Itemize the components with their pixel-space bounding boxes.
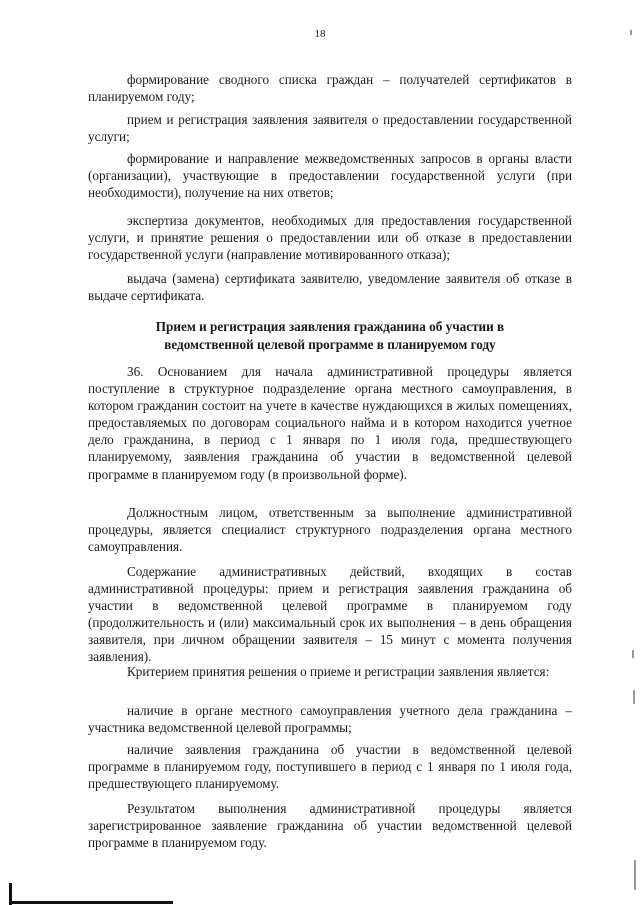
list-item: прием и регистрация заявления заявителя о предоставлении государственной услуги; bbox=[88, 112, 572, 145]
paragraph-decision-criterion: Критерием принятия решения о приеме и регистрации заявления является: bbox=[127, 664, 550, 679]
section-heading bbox=[88, 318, 572, 353]
scan-speck bbox=[632, 650, 634, 658]
list-item: формирование сводного списка граждан – получателей сертификатов в планируемом году; bbox=[88, 72, 572, 105]
scan-speck bbox=[630, 30, 632, 35]
paragraph-responsible-official: Должностным лицом, ответственным за выполнение административной процедуры, является специалист структурного подразделения органа местного самоуправления. bbox=[88, 505, 572, 555]
list-item: экспертиза документов, необходимых для предоставления государственной услуги, и принятие решения о предоставлении или об отказе в предоставлении государственной услуги (направление мотивированного отказа); bbox=[88, 213, 572, 263]
list-item: формирование и направление межведомственных запросов в органы власти (организации), участвующие в предоставлении государственной услуги (при необходимости), получение на них ответов; bbox=[88, 151, 572, 201]
paragraph-result: Результатом выполнения административной процедуры является зарегистрированное заявление гражданина об участии ведомственной целевой программе в планируемом году. bbox=[88, 801, 572, 851]
paragraph-36: 36. Основанием для начала административной процедуры является поступление в структурное подразделение органа местного самоуправления, в котором гражданин состоит на учете в качестве нуждающихся в жилых помещениях, предоставляемых по договорам социального найма и в котором находится учетное дело гражданина, в период с 1 января по 1 июля года, предшествующего планируемому, заявления гражданина об участии в ведомственной целевой программе в планируемом году (в произвольной форме). bbox=[88, 364, 572, 482]
section-heading-line-2: ведомственной целевой программе в планируемом году bbox=[164, 336, 496, 352]
paragraph-procedure-content: Содержание административных действий, входящих в состав административной процедуры: прием и регистрация заявления гражданина об участии в ведомственной целевой программе в планируемом году (продолжительность и (или) максимальный срок их выполнения – в день обращения заявителя, при личном обращении заявителя – 15 минут с момента получения заявления). bbox=[88, 564, 572, 665]
scan-corner-bar bbox=[9, 901, 173, 904]
list-item: выдача (замена) сертификата заявителю, уведомление заявителя об отказе в выдаче сертификата. bbox=[88, 271, 572, 304]
criterion-item: наличие заявления гражданина об участии в ведомственной целевой программе в планируемом году, поступившего в период с 1 января по 1 июля года, предшествующего планируемому. bbox=[88, 742, 572, 792]
criterion-item: наличие в органе местного самоуправления учетного дела гражданина – участника ведомственной целевой программы; bbox=[88, 703, 572, 736]
scan-speck bbox=[633, 690, 635, 704]
section-heading-line-1: Прием и регистрация заявления гражданина об участии в bbox=[155, 319, 505, 334]
page-number: 18 bbox=[314, 28, 326, 40]
scan-speck bbox=[634, 860, 636, 890]
